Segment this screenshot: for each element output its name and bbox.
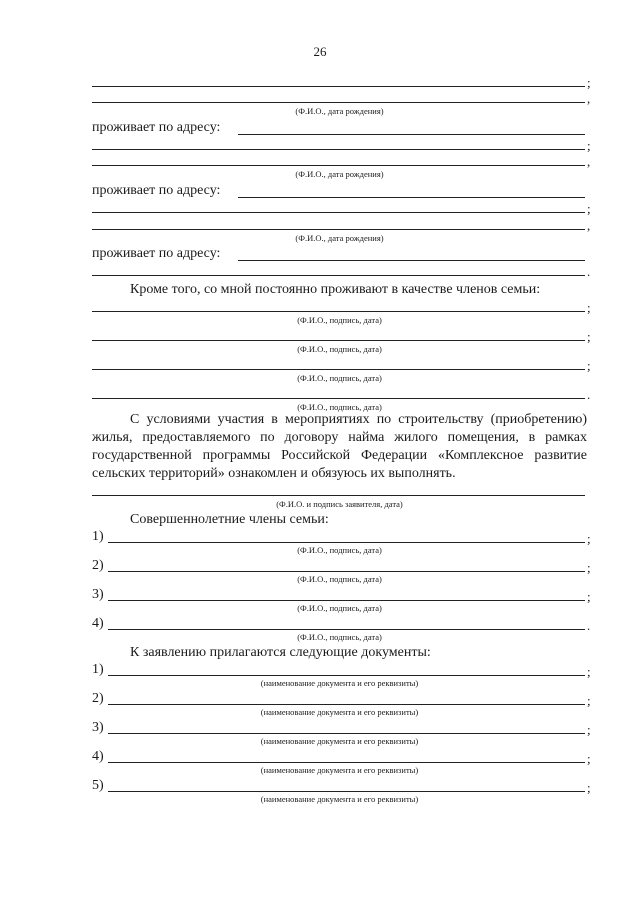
fill-line (92, 165, 585, 166)
fill-line (92, 149, 585, 150)
line-end-punct: . (587, 618, 591, 633)
line-end-punct: ; (587, 329, 591, 344)
line-end-punct: , (587, 91, 591, 106)
fill-line (92, 102, 585, 103)
address-label: проживает по адресу: (92, 246, 221, 261)
conditions-text: С условиями участия в мероприятиях по строительству (приобретению) жилья, предоставляемого по договору найма жилого помещения, в рамках государственной программы Российской Федерации «Комплексное развитие сельских территорий» ознакомлен и обязуюсь их выполнять. (92, 412, 587, 481)
caption-document: (наименование документа и его реквизиты) (260, 707, 419, 717)
applicant-signature-line (92, 495, 585, 496)
line-end-punct: ; (587, 560, 591, 575)
adult-member-number: 3) (92, 587, 104, 602)
fill-line (108, 571, 585, 572)
line-end-punct: , (587, 218, 591, 233)
caption-document: (наименование документа и его реквизиты) (260, 678, 419, 688)
line-end-punct: ; (587, 589, 591, 604)
page-number: 26 (313, 44, 327, 59)
fill-line (92, 275, 585, 276)
adult-member-number: 2) (92, 558, 104, 573)
adult-member-number: 1) (92, 529, 104, 544)
fill-line (108, 629, 585, 630)
caption-fio-sign: (Ф.И.О., подпись, дата) (297, 574, 382, 584)
line-end-punct: ; (587, 780, 591, 795)
fill-line (92, 86, 585, 87)
fill-line (108, 704, 585, 705)
fill-line (92, 212, 585, 213)
line-end-punct: ; (587, 358, 591, 373)
fill-line (92, 369, 585, 370)
caption-fio-sign: (Ф.И.О., подпись, дата) (297, 402, 382, 412)
document-number: 2) (92, 691, 104, 706)
caption-fio-birth: (Ф.И.О., дата рождения) (295, 233, 384, 243)
line-end-punct: ; (587, 722, 591, 737)
caption-fio-sign: (Ф.И.О., подпись, дата) (297, 373, 382, 383)
document-number: 5) (92, 778, 104, 793)
also-living-heading: Кроме того, со мной постоянно проживают в качестве членов семьи: (130, 282, 541, 297)
address-line (238, 197, 585, 198)
line-end-punct: ; (587, 531, 591, 546)
line-end-punct: . (587, 264, 591, 279)
line-end-punct: . (587, 387, 591, 402)
caption-fio-birth: (Ф.И.О., дата рождения) (295, 106, 384, 116)
caption-fio-sign: (Ф.И.О., подпись, дата) (297, 603, 382, 613)
caption-fio-sign: (Ф.И.О., подпись, дата) (297, 545, 382, 555)
conditions-paragraph (92, 411, 587, 483)
fill-line (108, 733, 585, 734)
document-number: 4) (92, 749, 104, 764)
address-line (238, 260, 585, 261)
line-end-punct: ; (587, 664, 591, 679)
caption-document: (наименование документа и его реквизиты) (260, 765, 419, 775)
fill-line (108, 542, 585, 543)
address-label: проживает по адресу: (92, 120, 221, 135)
fill-line (92, 398, 585, 399)
address-label: проживает по адресу: (92, 183, 221, 198)
line-end-punct: ; (587, 300, 591, 315)
line-end-punct: , (587, 154, 591, 169)
fill-line (108, 675, 585, 676)
caption-applicant: (Ф.И.О. и подпись заявителя, дата) (276, 499, 403, 509)
fill-line (108, 762, 585, 763)
caption-fio-birth: (Ф.И.О., дата рождения) (295, 169, 384, 179)
document-number: 3) (92, 720, 104, 735)
address-line (238, 134, 585, 135)
fill-line (92, 340, 585, 341)
fill-line (108, 600, 585, 601)
adult-member-number: 4) (92, 616, 104, 631)
fill-line (108, 791, 585, 792)
fill-line (92, 311, 585, 312)
line-end-punct: ; (587, 693, 591, 708)
caption-document: (наименование документа и его реквизиты) (260, 736, 419, 746)
caption-fio-sign: (Ф.И.О., подпись, дата) (297, 315, 382, 325)
line-end-punct: ; (587, 201, 591, 216)
caption-fio-sign: (Ф.И.О., подпись, дата) (297, 344, 382, 354)
documents-heading: К заявлению прилагаются следующие документы: (130, 645, 431, 660)
document-number: 1) (92, 662, 104, 677)
line-end-punct: ; (587, 138, 591, 153)
adult-members-heading: Совершеннолетние члены семьи: (130, 512, 329, 527)
fill-line (92, 229, 585, 230)
line-end-punct: ; (587, 751, 591, 766)
line-end-punct: ; (587, 75, 591, 90)
caption-fio-sign: (Ф.И.О., подпись, дата) (297, 632, 382, 642)
caption-document: (наименование документа и его реквизиты) (260, 794, 419, 804)
